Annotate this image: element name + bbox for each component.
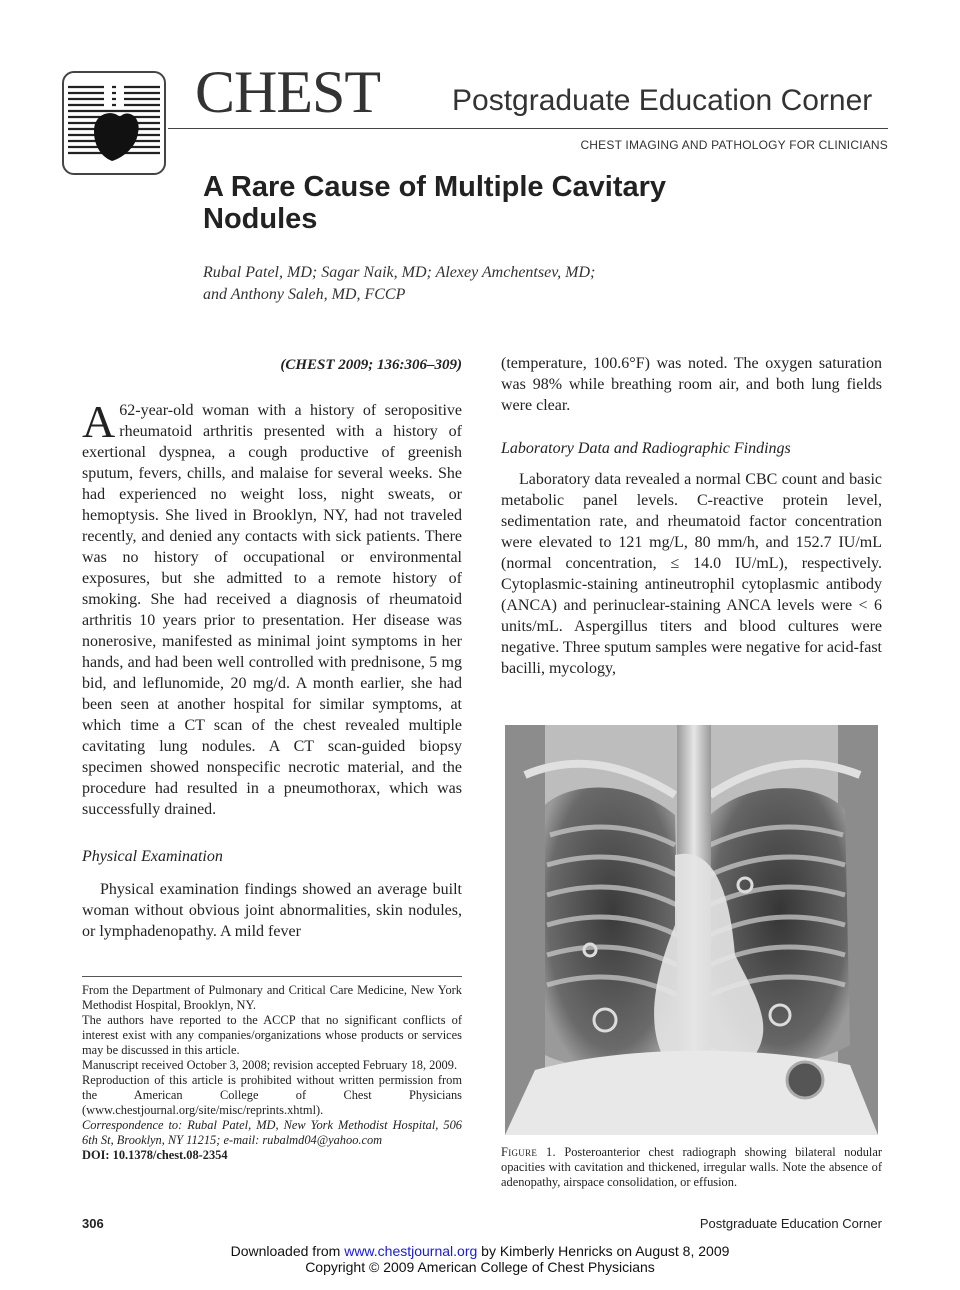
lab-data-text: Laboratory data revealed a normal CBC count and basic metabolic panel levels. C-reactive protein level, sedimentation rate, and rheumatoid factor concentration were elevated to 121 mg/L, 80 mm/h, and 152.7 IU/mL (normal concentration, ≤ 14.0 IU/mL), respectively. Cytoplasmic-staining antineutrophil cytoplasmic antibody (ANCA) and perinuclear-staining ANCA levels were < 6 units/mL. Aspergillus titers and blood cultures were negative. Three sputum samples were negative for acid-fast bacilli, mycology, [501,471,882,677]
footnote-correspondence: Correspondence to: Rubal Patel, MD, New York Methodist Hospital, 506 6th St, Brooklyn, NY 11215; e-mail: rubalmd04@yahoo.com [82,1118,462,1147]
article-citation: (CHEST 2009; 136:306–309) [280,357,462,373]
figure-caption-text: Posteroanterior chest radiograph showing bilateral nodular opacities with cavitation and thickened, irregular walls. Note the absence of adenopathy, airspace consolidation, or effusion. [501,1145,882,1189]
download-prefix: Downloaded from [230,1243,345,1259]
chest-radiograph-figure [505,725,878,1135]
lab-data-heading: Laboratory Data and Radiographic Findings [501,440,791,457]
left-column [82,396,462,942]
download-suffix: by Kimberly Henricks on August 8, 2009 [477,1243,730,1259]
footnote-conflicts: The authors have reported to the ACCP that no significant conflicts of interest exist with any companies/organizations whose products or services may be discussed in this article. [82,1013,462,1057]
footnote-reproduction: Reproduction of this article is prohibited without written permission from the American College of Chest Physicians (www.chestjournal.org/site/misc/reprints.xhtml). [82,1073,462,1117]
chest-xray-image [505,725,878,1135]
author-list [203,262,723,306]
authors-line-2: and Anthony Saleh, MD, FCCP [203,286,406,303]
drop-cap: A [82,396,116,447]
journal-site-link[interactable]: www.chestjournal.org [344,1243,478,1259]
article-title: A Rare Cause of Multiple Cavitary Nodules [203,171,667,235]
physical-exam-continued: (temperature, 100.6°F) was noted. The oxygen saturation was 98% while breathing room air, and both lung fields were clear. [501,355,882,414]
journal-name: CHEST [195,59,381,125]
right-column [501,353,882,679]
download-notice [0,1243,960,1275]
physical-exam-heading: Physical Examination [82,848,223,865]
footnote-doi: DOI: 10.1378/chest.08-2354 [82,1148,228,1162]
footnotes [82,976,462,1163]
page-number: 306 [82,1216,104,1231]
section-name: Postgraduate Education Corner [452,84,873,117]
running-footer: Postgraduate Education Corner [699,1216,882,1231]
subsection-name: CHEST IMAGING AND PATHOLOGY FOR CLINICIANS [580,138,888,152]
copyright-line: Copyright © 2009 American College of Chest Physicians [305,1259,655,1275]
physical-exam-text: Physical examination findings showed an average built woman without obvious joint abnormalities, skin nodules, or lymphadenopathy. A mild fever [82,881,462,940]
header-divider [168,128,888,129]
lungs-heart-logo-icon [64,73,164,173]
authors-line-1: Rubal Patel, MD; Sagar Naik, MD; Alexey Amchentsev, MD; [203,264,596,281]
figure-caption [501,1145,882,1190]
intro-text: 62-year-old woman with a history of seropositive rheumatoid arthritis presented with a history of exertional dyspnea, a cough productive of greenish sputum, fevers, chills, and malaise for several weeks. She had experienced no weight loss, night sweats, or hemoptysis. She lived in Brooklyn, NY, had not traveled recently, and denied any contacts with sick patients. There was no history of occupational or environmental exposures, but she admitted to a remote history of smoking. She had received a diagnosis of rheumatoid arthritis 10 years prior to presentation. Her disease was nonerosive, manifested as minimal joint symptoms in her hands, and had been well controlled with prednisone, 5 mg bid, and leflunomide, 20 mg/d. A month earlier, she had been seen at another hospital for similar symptoms, at which time a CT scan of the chest revealed multiple cavitating lung nodules. A CT scan-guided biopsy specimen showed nonspecific necrotic material, and the procedure had resulted in a pneumothorax, which was successfully drained. [82,402,462,818]
footnote-received: Manuscript received October 3, 2008; revision accepted February 18, 2009. [82,1058,458,1072]
journal-logo [62,71,166,175]
intro-paragraph [82,396,462,820]
download-line [0,1243,960,1259]
footnote-affiliation: From the Department of Pulmonary and Critical Care Medicine, New York Methodist Hospital, Brooklyn, NY. [82,983,462,1012]
figure-label: Figure 1. [501,1145,556,1159]
